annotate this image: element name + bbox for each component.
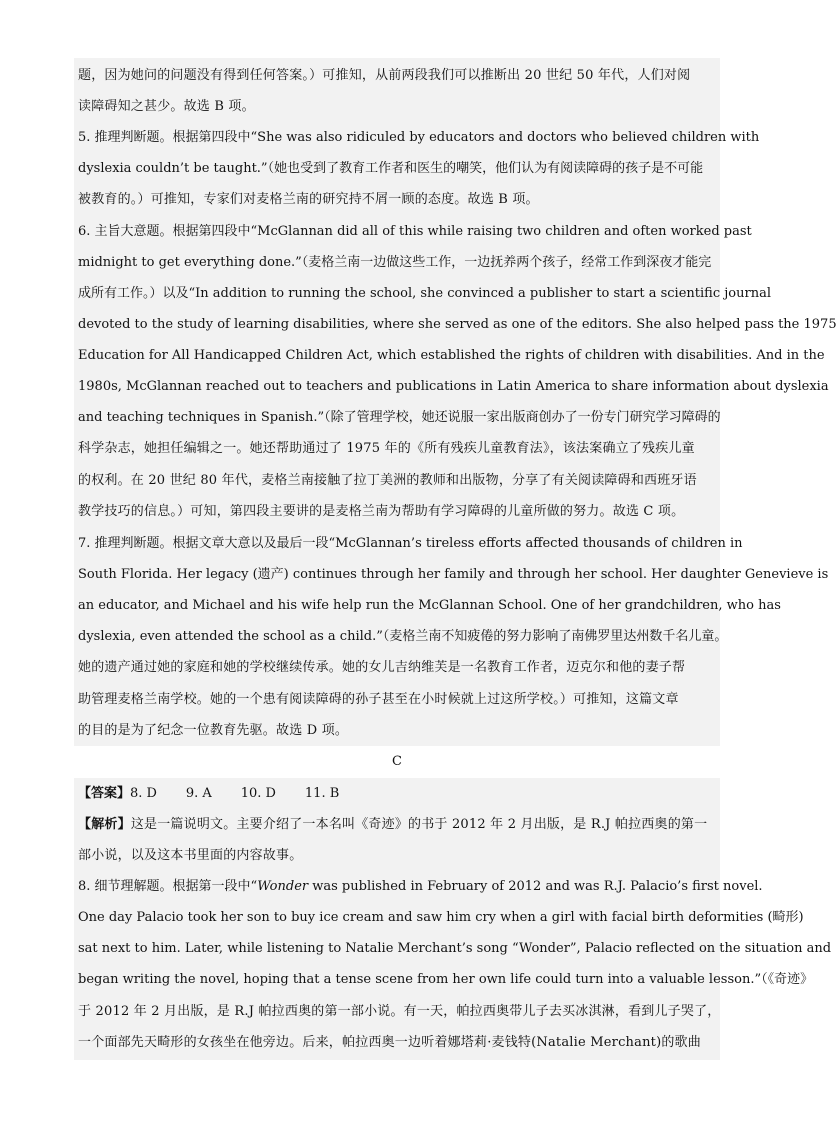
text-line: an educator, and Michael and his wife help run the McGlannan School. One of her grandchildren, who has [78,598,781,613]
q8-book-title: Wonder [257,879,309,894]
section-title: C [392,754,402,769]
text-line: 成所有工作。）以及“In addition to running the school, she convinced a publisher to start a scientific journal [78,286,771,301]
text-line: South Florida. Her legacy (遗产) continues through her family and through her school. Her daughter Genevieve is [78,567,829,582]
q8-line-4: began writing the novel, hoping that a tense scene from her own life could turn into a valuable lesson.”（《奇迹》 [78,972,814,987]
text-line: 6. 主旨大意题。根据第四段中“McGlannan did all of this while raising two children and often worked past [78,224,752,239]
q8-line-5: 于 2012 年 2 月出版，是 R.J 帕拉西奥的第一部小说。有一天，帕拉西奥带儿子去买冰淇淋，看到儿子哭了， [78,1004,721,1019]
text-line: 题，因为她问的问题没有得到任何答案。）可推知，从前两段我们可以推断出 20 世纪 50 年代，人们对阅 [78,68,691,83]
answer-text: 8. D 9. A 10. D 11. B [130,786,340,801]
answer-label: 【答案】 [78,786,131,801]
q8-suffix: was published in February of 2012 and was R.J. Palacio’s first novel. [308,879,763,894]
text-line: 科学杂志，她担任编辑之一。她还帮助通过了 1975 年的《所有残疾儿童教育法》，该法案确立了残疾儿童 [78,441,695,456]
text-line: 读障碍知之甚少。故选 B 项。 [78,99,255,114]
text-line: and teaching techniques in Spanish.”（除了管理学校，她还说服一家出版商创办了一份专门研究学习障碍的 [78,410,721,425]
analysis-label: 【解析】 [78,817,131,832]
q8-line-2: One day Palacio took her son to buy ice cream and saw him cry when a girl with facial birth deformities (畸形) [78,910,804,925]
q8-line-3: sat next to him. Later, while listening to Natalie Merchant’s song “Wonder”, Palacio reflected on the situation and [78,941,832,956]
text-line: dyslexia couldn’t be taught.”（她也受到了教育工作者和医生的嘲笑，他们认为有阅读障碍的孩子是不可能 [78,161,704,176]
analysis-line [78,817,718,833]
text-line: 的目的是为了纪念一位教育先驱。故选 D 项。 [78,723,349,738]
analysis-line-2: 部小说，以及这本书里面的内容故事。 [78,848,303,863]
analysis-text: 这是一篇说明文。主要介绍了一本名叫《奇迹》的书于 2012 年 2 月出版，是 R.J 帕拉西奥的第一 [130,817,708,832]
q8-line-1 [78,879,763,895]
text-line: Education for All Handicapped Children Act, which established the rights of children with disabilities. And in the [78,348,825,363]
text-line: 被教育的。）可推知，专家们对麦格兰南的研究持不屑一顾的态度。故选 B 项。 [78,192,539,207]
text-line: midnight to get everything done.”（麦格兰南一边做这些工作，一边抚养两个孩子，经常工作到深夜才能完 [78,255,712,270]
q8-line-6: 一个面部先天畸形的女孩坐在他旁边。后来，帕拉西奥一边听着娜塔莉·麦钱特(Natalie Merchant)的歌曲 [78,1035,701,1050]
text-line: 的权利。在 20 世纪 80 年代，麦格兰南接触了拉丁美洲的教师和出版物，分享了有关阅读障碍和西班牙语 [78,473,697,488]
text-line: dyslexia, even attended the school as a child.”（麦格兰南不知疲倦的努力影响了南佛罗里达州数千名儿童。 [78,629,728,644]
text-line: 她的遗产通过她的家庭和她的学校继续传承。她的女儿吉纳维芙是一名教育工作者，迈克尔和他的妻子帮 [78,660,686,675]
text-line: 7. 推理判断题。根据文章大意以及最后一段“McGlannan’s tireless efforts affected thousands of children in [78,536,743,551]
text-line: 教学技巧的信息。）可知，第四段主要讲的是麦格兰南为帮助有学习障碍的儿童所做的努力。故选 C 项。 [78,504,685,519]
text-line: 1980s, McGlannan reached out to teachers and publications in Latin America to share information about dyslexia [78,379,829,394]
text-line: devoted to the study of learning disabilities, where she served as one of the editors. She also helped pass the 1975 [78,317,837,332]
q8-prefix: 8. 细节理解题。根据第一段中“ [78,879,258,894]
text-line: 5. 推理判断题。根据第四段中“She was also ridiculed by educators and doctors who believed children with [78,130,760,145]
text-line: 助管理麦格兰南学校。她的一个患有阅读障碍的孙子甚至在小时候就上过这所学校。）可推知，这篇文章 [78,692,679,707]
answer-line [78,786,718,802]
